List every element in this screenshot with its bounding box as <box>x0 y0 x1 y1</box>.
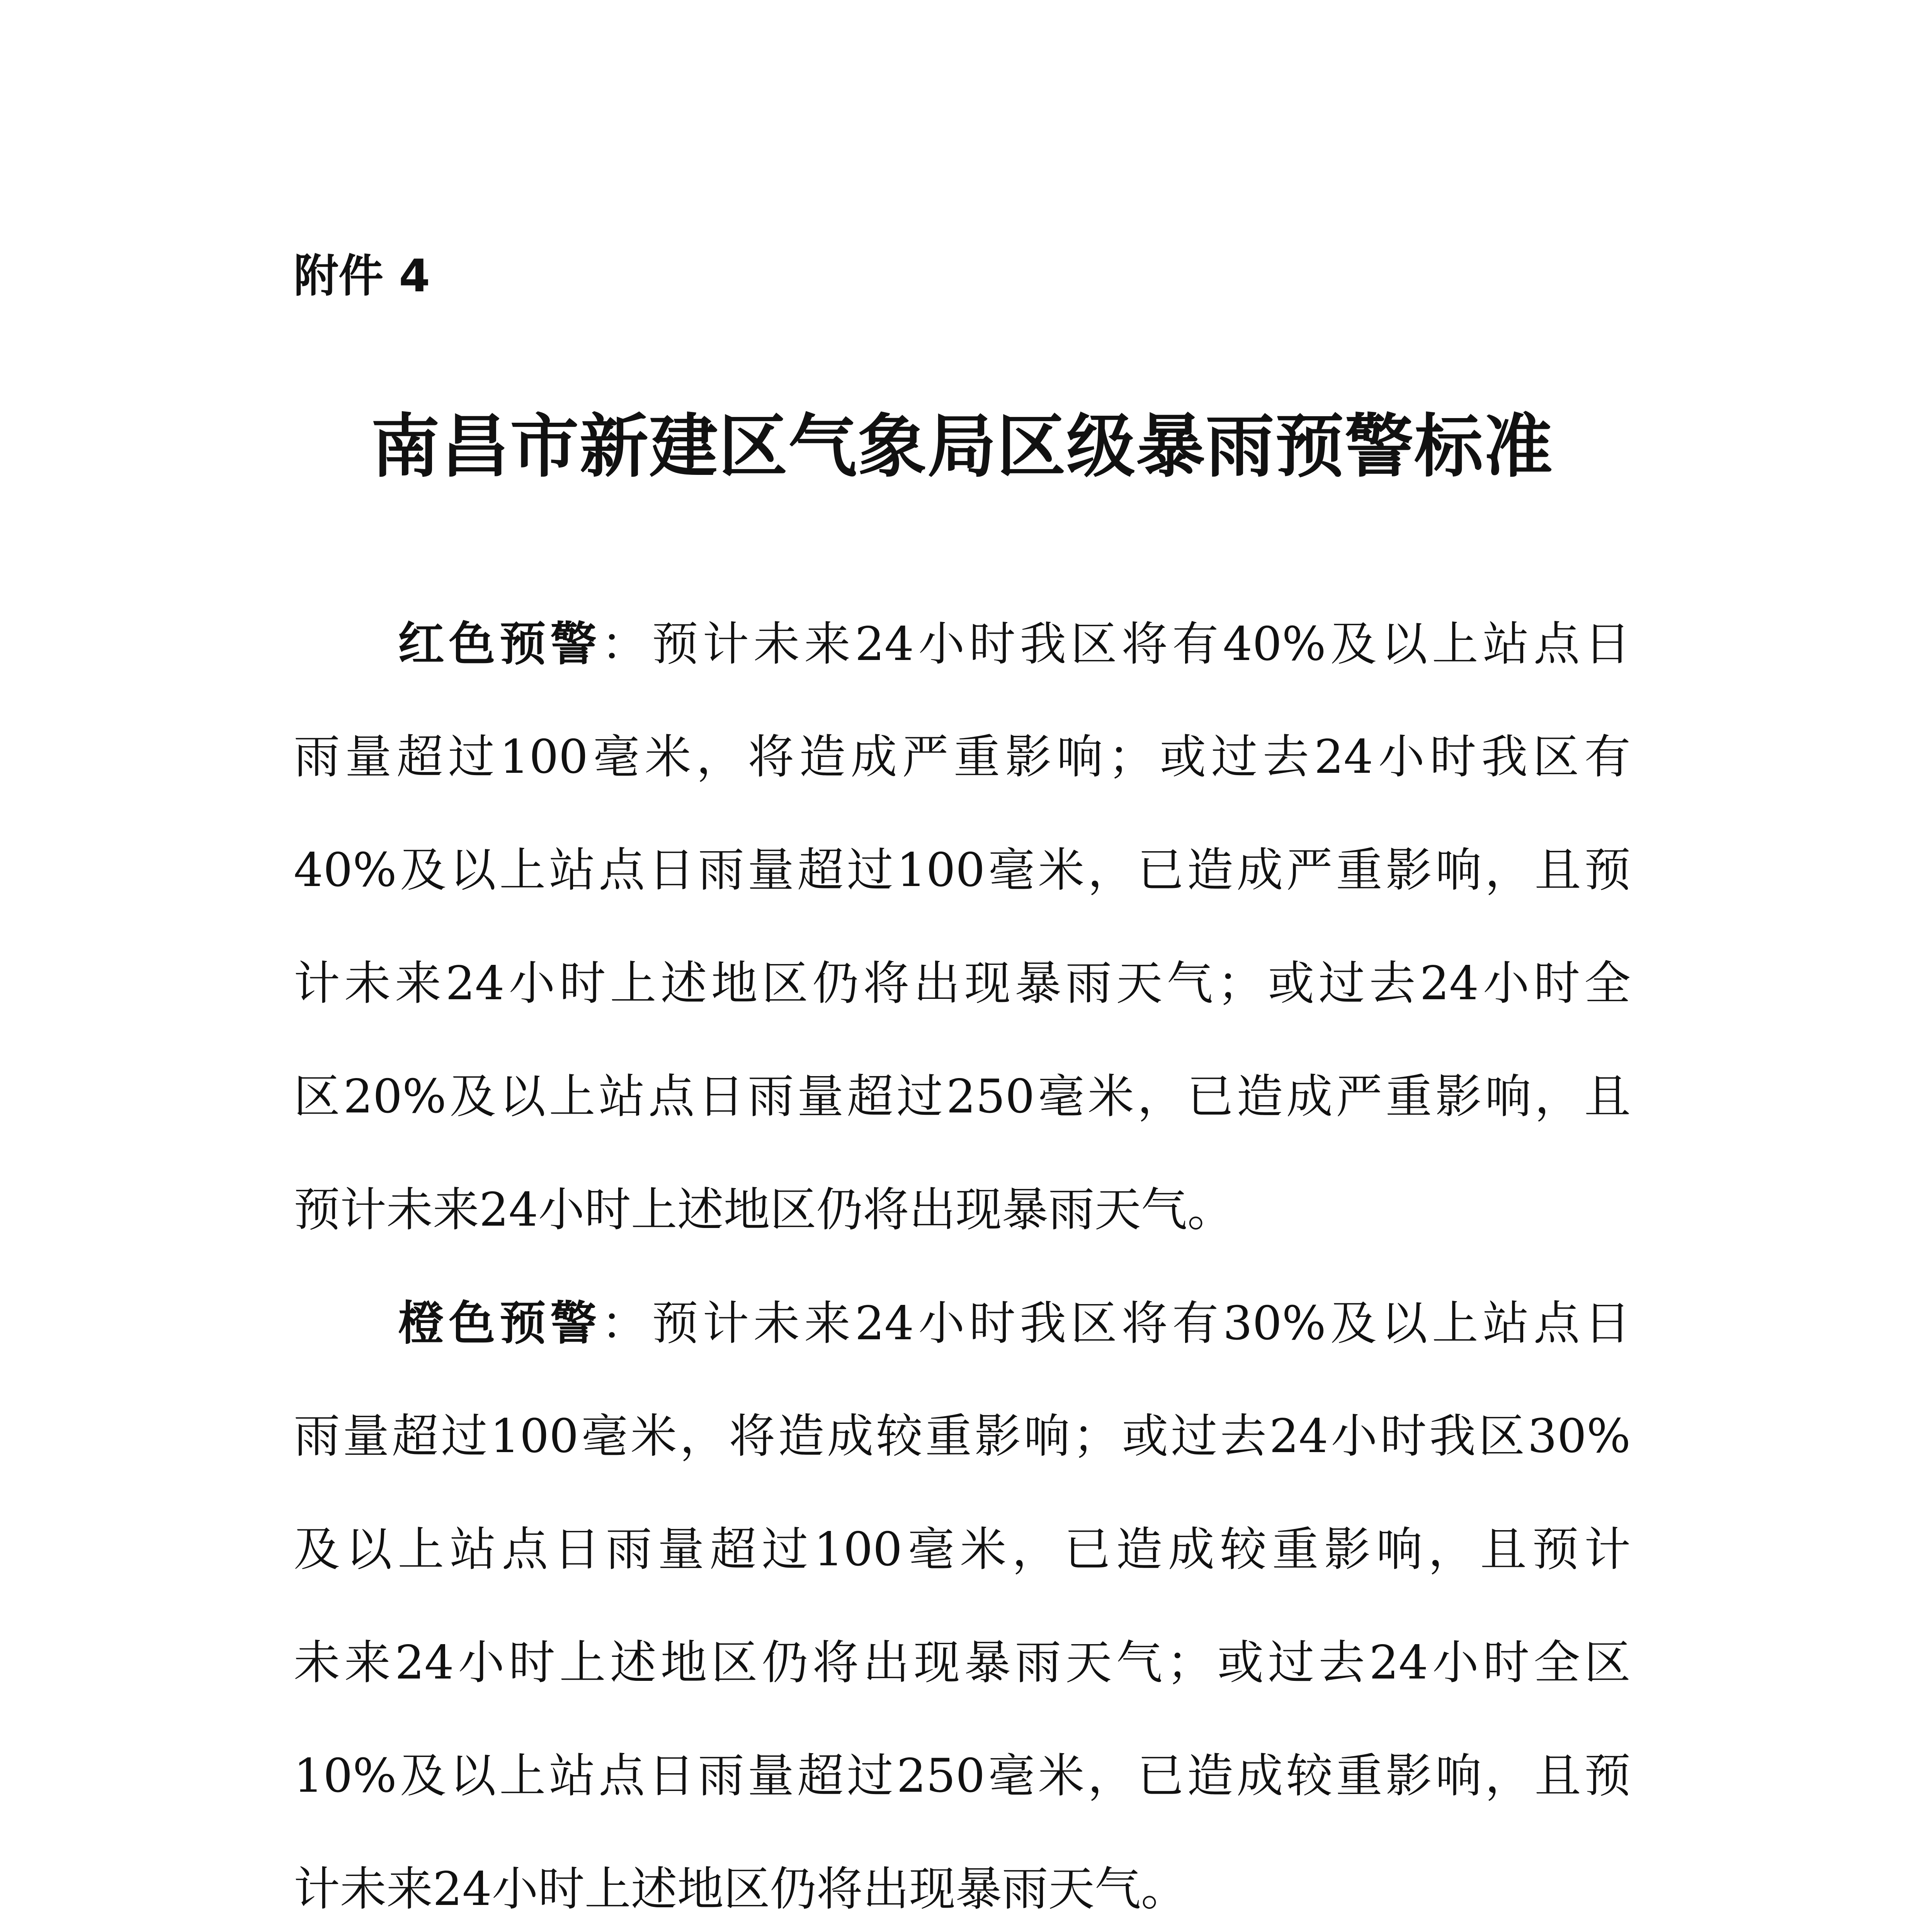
red-warning-line-1 <box>294 587 1631 701</box>
orange-warning-line-5: 10%及以上站点日雨量超过250毫米，已造成较重影响，且预 <box>294 1749 1631 1803</box>
red-warning-text: ：预计未来24小时我区将有40%及以上站点日 <box>601 617 1631 671</box>
orange-warning-lead: 橙色预警 <box>398 1296 601 1350</box>
red-warning-line-3: 40%及以上站点日雨量超过100毫米，已造成严重影响，且预 <box>294 844 1631 897</box>
red-warning-line-4: 计未来24小时上述地区仍将出现暴雨天气；或过去24小时全 <box>294 957 1631 1010</box>
red-warning-lead: 红色预警 <box>398 617 601 671</box>
orange-warning-line-4: 未来24小时上述地区仍将出现暴雨天气；或过去24小时全区 <box>294 1636 1631 1690</box>
orange-warning-line-3: 及以上站点日雨量超过100毫米，已造成较重影响，且预计 <box>294 1523 1631 1577</box>
orange-warning-line-1 <box>294 1267 1631 1380</box>
attachment-label: 附件 4 <box>294 250 430 302</box>
orange-warning-line-2: 雨量超过100毫米，将造成较重影响；或过去24小时我区30% <box>294 1410 1631 1463</box>
document-title: 南昌市新建区气象局区级暴雨预警标准 <box>371 406 1553 486</box>
document-body <box>294 587 1631 1932</box>
red-warning-line-6: 预计未来24小时上述地区仍将出现暴雨天气。 <box>294 1183 1234 1237</box>
red-warning-line-5: 区20%及以上站点日雨量超过250毫米，已造成严重影响，且 <box>294 1070 1631 1124</box>
orange-warning-text: ：预计未来24小时我区将有30%及以上站点日 <box>601 1297 1631 1350</box>
orange-warning-line-6: 计未来24小时上述地区仍将出现暴雨天气。 <box>294 1862 1187 1916</box>
red-warning-line-2: 雨量超过100毫米，将造成严重影响；或过去24小时我区有 <box>294 730 1631 784</box>
